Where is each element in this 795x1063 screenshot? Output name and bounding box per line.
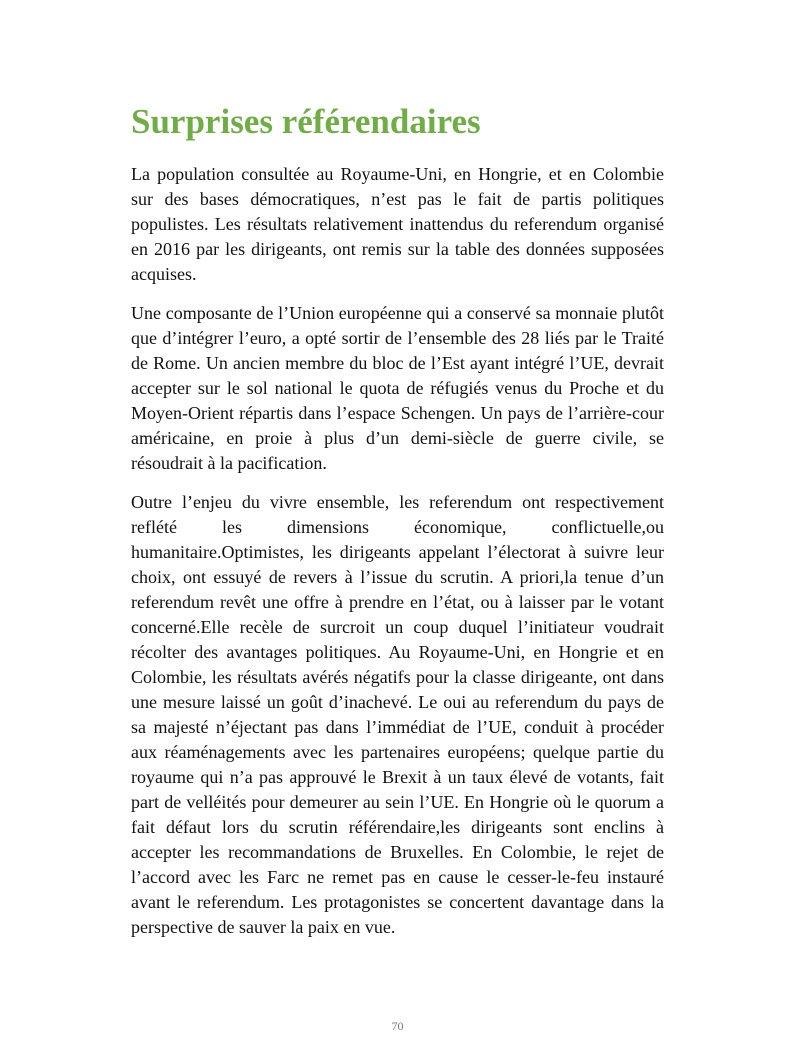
paragraph: Une composante de l’Union européenne qui a conservé sa monnaie plutôt que d’intégrer l’euro, a opté sortir de l’ensemble des 28 liés par le Traité de Rome. Un ancien membre du bloc de l’Est ayant intégré l’UE, devrait accepter sur le sol national le quota de réfugiés venus du Proche et du Moyen-Orient répartis dans l’espace Schengen. Un pays de l’arrière-cour américaine, en proie à plus d’un demi-siècle de guerre civile, se résoudrait à la pacification. — [131, 303, 664, 473]
paragraph: Outre l’enjeu du vivre ensemble, les referendum ont respectivement reflété les dimensions économique, conflictuelle,ou humanitaire.Optimistes, les dirigeants appelant l’électorat à suivre leur choix, ont essuyé de revers à l’issue du scrutin. A priori,la tenue d’un referendum revêt une offre à prendre en l’état, ou à laisser par le votant concerné.Elle recèle de surcroit un coup duquel l’initiateur voudrait récolter des avantages politiques. Au Royaume-Uni, en Hongrie et en Colombie, les résultats avérés négatifs pour la classe dirigeante, ont dans une mesure laissé un goût d’inachevé. Le oui au referendum du pays de sa majesté n’éjectant pas dans l’immédiat de l’UE, conduit à procéder aux réaménagements avec les partenaires européens; quelque partie du royaume qui n’a pas approuvé le Brexit à un taux élevé de votants, fait part de velléités pour demeurer au sein l’UE. En Hongrie où le quorum a fait défaut lors du scrutin référendaire,les dirigeants sont enclins à accepter les recommandations de Bruxelles. En Colombie, le rejet de l’accord avec les Farc ne remet pas en cause le cesser-le-feu instauré avant le referendum. Les protagonistes se concertent davantage dans la perspective de sauver la paix en vue. — [131, 492, 664, 937]
page-number: 70 — [391, 1019, 404, 1033]
section-title: Surprises référendaires — [131, 102, 481, 141]
body-text — [131, 162, 664, 954]
paragraph: La population consultée au Royaume-Uni, en Hongrie, et en Colombie sur des bases démocratiques, n’est pas le fait de partis politiques populistes. Les résultats relativement inattendus du referendum organisé en 2016 par les dirigeants, ont remis sur la table des données supposées acquises. — [131, 164, 664, 284]
